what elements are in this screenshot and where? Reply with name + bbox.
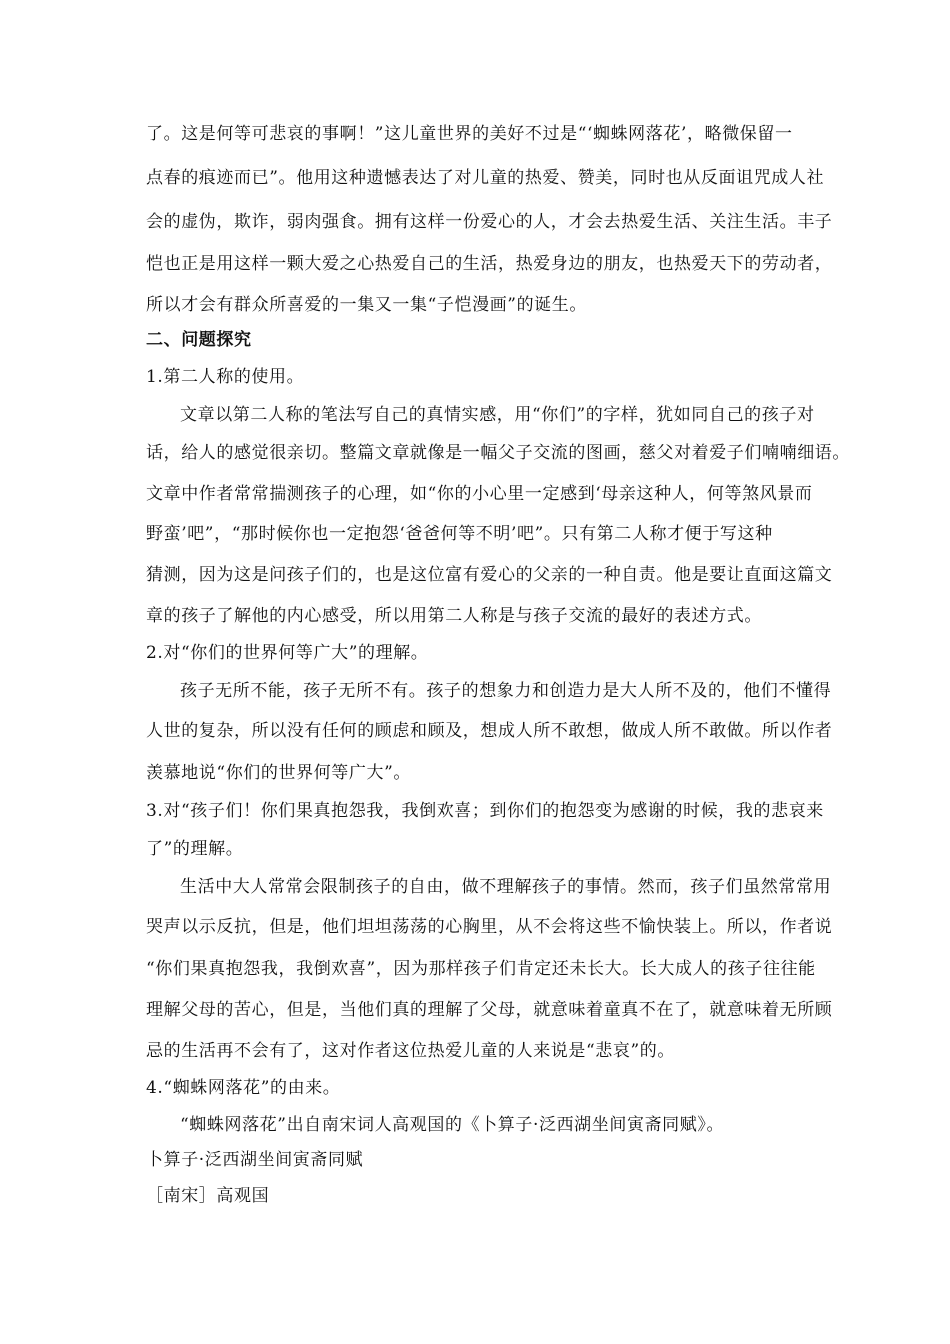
question-title: 2.对“你们的世界何等广大”的理解。: [146, 643, 429, 663]
body-text-line: 文章中作者常常揣测孩子的心理，如“你的小心里一定感到‘母亲这种人，何等煞风景而: [146, 484, 813, 504]
question-title: 3.对“孩子们！你们果真抱怨我，我倒欢喜；到你们的抱怨变为感谢的时候，我的悲哀来: [146, 801, 824, 821]
body-text-line: 哭声以示反抗，但是，他们坦坦荡荡的心胸里，从不会将这些不愉快装上。所以，作者说: [146, 917, 833, 937]
body-text-line: 理解父母的苦心，但是，当他们真的理解了父母，就意味着童真不在了，就意味着无所顾: [146, 1000, 833, 1020]
body-text-line: 忌的生活再不会有了，这对作者这位热爱儿童的人来说是“悲哀”的。: [146, 1041, 675, 1061]
body-text-line: 所以才会有群众所喜爱的一集又一集“子恺漫画”的诞生。: [146, 295, 587, 315]
poem-title: 卜算子·泛西湖坐间寅斋同赋: [146, 1150, 364, 1170]
body-text-line: 会的虚伪，欺诈，弱肉强食。拥有这样一份爱心的人，才会去热爱生活、关注生活。丰子: [146, 212, 833, 232]
body-text-line: 孩子无所不能，孩子无所不有。孩子的想象力和创造力是大人所不及的，他们不懂得: [180, 681, 832, 701]
body-text-line: “你们果真抱怨我，我倒欢喜”，因为那样孩子们肯定还未长大。长大成人的孩子往往能: [146, 959, 816, 979]
body-text-line: 话，给人的感觉很亲切。整篇文章就像是一幅父子交流的图画，慈父对着爱子们喃喃细语。: [146, 443, 850, 463]
body-text-line: 了。这是何等可悲哀的事啊！”这儿童世界的美好不过是“‘蜘蛛网落花’，略微保留一: [146, 124, 793, 144]
body-text-line: 人世的复杂，所以没有任何的顾虑和顾及，想成人所不敢想，做成人所不敢做。所以作者: [146, 721, 833, 741]
section-heading: 二、问题探究: [146, 330, 252, 350]
body-text-line: 羡慕地说“你们的世界何等广大”。: [146, 763, 411, 783]
poem-author: ［南宋］高观国: [146, 1186, 270, 1206]
question-title: 4.“蜘蛛网落花”的由来。: [146, 1078, 341, 1098]
body-text-line: 猜测，因为这是问孩子们的，也是这位富有爱心的父亲的一种自责。他是要让直面这篇文: [146, 565, 833, 585]
body-text-line: 野蛮’吧”，“那时候你也一定抱怨‘爸爸何等不明’吧”。只有第二人称才便于写这种: [146, 524, 773, 544]
body-text-line: 章的孩子了解他的内心感受，所以用第二人称是与孩子交流的最好的表述方式。: [146, 606, 762, 626]
body-text-line: 恺也正是用这样一颗大爱之心热爱自己的生活，热爱身边的朋友，也热爱天下的劳动者，: [146, 254, 833, 274]
body-text-line: 点春的痕迹而已”。他用这种遗憾表达了对儿童的热爱、赞美，同时也从反面诅咒成人社: [146, 168, 825, 188]
question-title: 了”的理解。: [146, 839, 244, 859]
body-text-line: 生活中大人常常会限制孩子的自由，做不理解孩子的事情。然而，孩子们虽然常常用: [180, 877, 832, 897]
question-title: 1.第二人称的使用。: [146, 367, 305, 387]
body-text-line: 文章以第二人称的笔法写自己的真情实感，用“你们”的字样，犹如同自己的孩子对: [180, 405, 815, 425]
body-text-line: “蜘蛛网落花”出自南宋词人高观国的《卜算子·泛西湖坐间寅斋同赋》。: [180, 1115, 725, 1135]
